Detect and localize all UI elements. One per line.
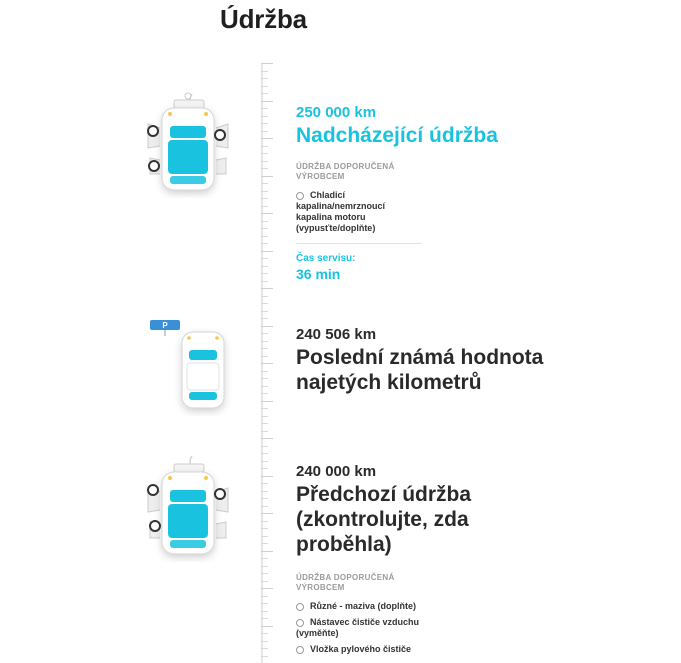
ruler-tick — [261, 198, 268, 199]
ruler-tick — [261, 206, 268, 207]
checkbox-icon[interactable] — [296, 603, 304, 611]
car-service-icon — [140, 88, 235, 198]
ruler-tick — [261, 603, 268, 604]
ruler-tick — [261, 258, 268, 259]
heading-line: Předchozí údržba — [296, 483, 472, 506]
checklist-item[interactable] — [296, 601, 436, 612]
ruler-tick — [261, 176, 273, 177]
ruler-tick — [261, 573, 268, 574]
ruler-tick — [261, 468, 268, 469]
checkbox-icon[interactable] — [296, 619, 304, 627]
ruler-tick — [261, 633, 268, 634]
ruler-tick — [261, 108, 268, 109]
heading-line: (zkontrolujte, zda — [296, 508, 469, 531]
checklist-item-label: Chladicí kapalina/nemrznoucí kapalina motoru (vypusťte/doplňte) — [296, 190, 386, 233]
ruler-tick — [261, 386, 268, 387]
checklist-item[interactable] — [296, 190, 406, 234]
ruler-tick — [261, 596, 268, 597]
checkbox-icon[interactable] — [296, 192, 304, 200]
ruler-tick — [261, 431, 268, 432]
ruler-tick — [261, 626, 273, 627]
ruler-tick — [261, 311, 268, 312]
heading-line: Poslední známá hodnota — [296, 346, 544, 369]
ruler-tick — [261, 581, 268, 582]
section-label: ÚDRŽBA DOPORUČENÁ VÝROBCEM — [296, 573, 395, 592]
ruler-tick — [261, 648, 268, 649]
ruler-tick — [261, 146, 268, 147]
ruler-tick — [261, 281, 268, 282]
ruler-tick — [261, 521, 268, 522]
ruler-tick — [261, 536, 268, 537]
service-time-value: 36 min — [296, 266, 341, 282]
ruler-tick — [261, 296, 268, 297]
ruler-tick — [261, 161, 268, 162]
ruler-tick — [261, 483, 268, 484]
entry-km: 250 000 km — [296, 104, 377, 121]
entry-km: 240 506 km — [296, 326, 377, 343]
car-service-icon — [140, 452, 235, 562]
ruler-tick — [261, 251, 273, 252]
ruler-tick — [261, 333, 268, 334]
ruler-tick — [261, 288, 273, 289]
ruler-tick — [261, 191, 268, 192]
heading-line: najetých kilometrů — [296, 371, 482, 394]
ruler-tick — [261, 86, 268, 87]
ruler-tick — [261, 78, 268, 79]
ruler-tick — [261, 416, 268, 417]
entry-km: 240 000 km — [296, 463, 377, 480]
ruler-tick — [261, 513, 273, 514]
checklist-item[interactable] — [296, 617, 436, 639]
divider — [296, 243, 422, 244]
ruler-tick — [261, 348, 268, 349]
ruler-tick — [261, 236, 268, 237]
ruler-tick — [261, 153, 268, 154]
ruler-tick — [261, 183, 268, 184]
checklist-item[interactable] — [296, 644, 436, 655]
ruler-tick — [261, 551, 273, 552]
ruler-tick — [261, 71, 268, 72]
ruler-tick — [261, 528, 268, 529]
ruler-tick — [261, 303, 268, 304]
ruler-tick — [261, 371, 268, 372]
ruler-tick — [261, 641, 268, 642]
ruler-tick — [261, 461, 268, 462]
ruler-tick — [261, 446, 268, 447]
ruler-tick — [261, 408, 268, 409]
ruler-tick — [261, 393, 268, 394]
ruler-tick — [261, 558, 268, 559]
ruler-tick — [261, 423, 268, 424]
ruler-tick — [261, 101, 273, 102]
ruler-tick — [261, 123, 268, 124]
ruler-tick — [261, 93, 268, 94]
ruler-tick — [261, 326, 273, 327]
ruler-tick — [261, 566, 268, 567]
ruler-tick — [261, 266, 268, 267]
entry-heading — [296, 482, 471, 557]
checklist-item-label: Nástavec čističe vzduchu (vyměňte) — [296, 617, 420, 638]
ruler-tick — [261, 543, 268, 544]
entry-heading: Nadcházející údržba — [296, 124, 498, 147]
ruler-tick — [261, 378, 268, 379]
ruler-tick — [261, 131, 268, 132]
ruler-tick — [261, 363, 273, 364]
ruler-tick — [261, 243, 268, 244]
service-time-label: Čas servisu: — [296, 253, 356, 264]
checkbox-icon[interactable] — [296, 646, 304, 654]
ruler-tick — [261, 63, 273, 64]
ruler-tick — [261, 168, 268, 169]
ruler-tick — [261, 228, 268, 229]
ruler-tick — [261, 318, 268, 319]
heading-line: proběhla) — [296, 533, 392, 556]
ruler-tick — [261, 221, 268, 222]
timeline-ticks — [261, 63, 275, 663]
car-parked-icon — [146, 316, 236, 416]
entry-heading — [296, 345, 543, 395]
ruler-tick — [261, 341, 268, 342]
parking-sign-label: P — [162, 321, 168, 330]
checklist-item-label: Různé - maziva (doplňte) — [310, 601, 417, 611]
ruler-tick — [261, 438, 273, 439]
ruler-tick — [261, 656, 268, 657]
checklist-item-label: Vložka pylového čističe — [310, 644, 412, 654]
ruler-tick — [261, 116, 268, 117]
ruler-tick — [261, 588, 273, 589]
ruler-tick — [261, 491, 268, 492]
ruler-tick — [261, 356, 268, 357]
page-title: Údržba — [220, 4, 307, 34]
ruler-tick — [261, 213, 273, 214]
ruler-tick — [261, 273, 268, 274]
ruler-tick — [261, 618, 268, 619]
ruler-tick — [261, 476, 273, 477]
ruler-tick — [261, 138, 273, 139]
ruler-tick — [261, 453, 268, 454]
ruler-tick — [261, 506, 268, 507]
section-label: ÚDRŽBA DOPORUČENÁ VÝROBCEM — [296, 162, 395, 181]
ruler-tick — [261, 611, 268, 612]
ruler-tick — [261, 401, 273, 402]
ruler-tick — [261, 498, 268, 499]
